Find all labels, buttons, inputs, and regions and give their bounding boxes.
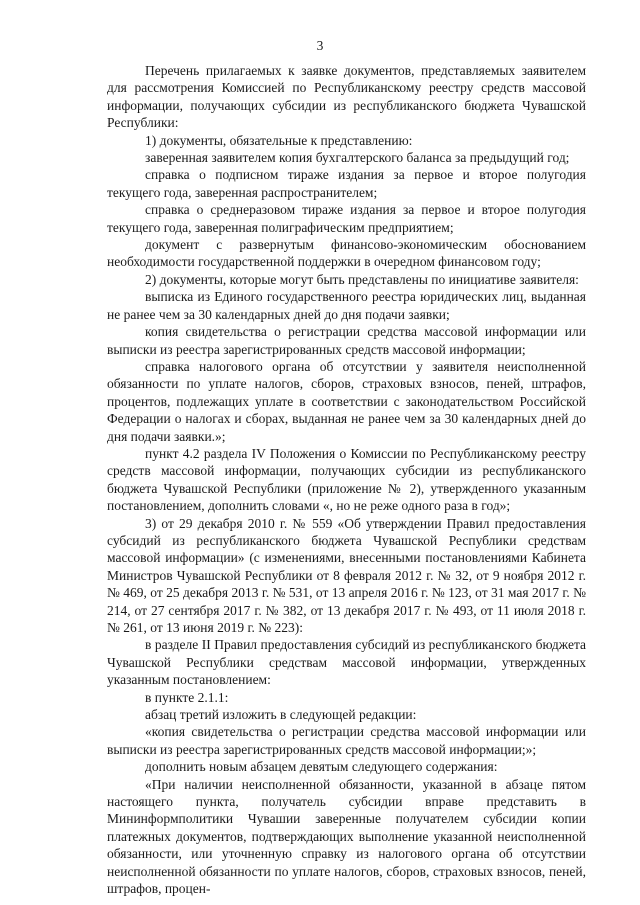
paragraph-clause-4-2: пункт 4.2 раздела IV Положения о Комиссии по Республиканскому реестру средств массовой информации, получающих субсидии из республиканского бюджета Чувашской Республики (приложение № 2), утвержденного указанным постановлением, дополнить словами «, но не реже одного раза в год»; <box>107 445 586 514</box>
paragraph-unfulfilled-obligation: «При наличии неисполненной обязанности, указанной в абзаце пятом настоящего пункта, получатель субсидии вправе представить в Мининформполитики Чувашии заверенные получателем субсидии копии платежных документов, подтверждающих выполнение указанной неисполненной обязанности, или уточненную справку из налогового органа об отсутствии неисполненной обязанности по уплате налогов, сборов, страховых взносов, пеней, штрафов, процен- <box>107 776 586 897</box>
paragraph-circulation-certificate: справка о среднеразовом тираже издания за первое и второе полугодия текущего года, заверенная полиграфическим предприятием; <box>107 202 586 235</box>
paragraph-optional-heading: 2) документы, которые могут быть представлены по инициативе заявителя: <box>145 271 579 287</box>
paragraph-mandatory-heading: 1) документы, обязательные к представлению: <box>145 132 413 148</box>
paragraph-registration-certificate: копия свидетельства о регистрации средства массовой информации или выписки из реестра зарегистрированных средств массовой информации; <box>107 324 586 357</box>
paragraph-intro: Перечень прилагаемых к заявке документов, представляемых заявителем для рассмотрения Комиссией по Республиканскому реестру средств массовой информации, получающих субсидии из республиканского бюджета Чувашской Республики: <box>107 63 586 131</box>
paragraph-financial-justification: документ с развернутым финансово-экономическим обоснованием необходимости государственной поддержки в очередном финансовом году; <box>107 237 586 270</box>
paragraph-section-2: в разделе II Правил предоставления субсидий из республиканского бюджета Чувашской Республики средствам массовой информации, утвержденных указанным постановлением: <box>107 637 586 688</box>
page-number: 3 <box>316 38 324 53</box>
paragraph-resolution-559: 3) от 29 декабря 2010 г. № 559 «Об утверждении Правил предоставления субсидий из республиканского бюджета Чувашской Республики средствам массовой информации» (с изменениями, внесенными постановлениями Кабинета Министров Чувашской Республики от 8 февраля 2012 г. № 32, от 9 ноября 2012 г. № 469, от 25 декабря 2013 г. № 531, от 13 апреля 2016 г. № 123, от 31 мая 2017 г. № 214, от 27 сентября 2017 г. № 382, от 13 декабря 2017 г. № 493, от 11 июля 2018 г. № 261, от 13 июня 2019 г. № 223): <box>107 515 586 635</box>
paragraph-egrul-extract: выписка из Единого государственного реестра юридических лиц, выданная не ранее чем за 30 календарных дней до дня подачи заявки; <box>107 289 586 322</box>
paragraph-tax-certificate: справка налогового органа об отсутствии у заявителя неисполненной обязанности по уплате налогов, сборов, страховых взносов, пеней, штрафов, процентов, подлежащих уплате в соответствии с законодательством Российской Федерации о налогах и сборах, выданная не ранее чем за 30 календарных дней до дня подачи заявки.»; <box>107 358 586 444</box>
paragraph-third-abzats: абзац третий изложить в следующей редакции: <box>145 707 417 723</box>
paragraph-balance-copy: заверенная заявителем копия бухгалтерского баланса за предыдущий год; <box>145 150 570 166</box>
document-body <box>107 62 586 898</box>
paragraph-ninth-abzats: дополнить новым абзацем девятым следующего содержания: <box>145 759 498 775</box>
paragraph-new-wording: «копия свидетельства о регистрации средства массовой информации или выписки из реестра зарегистрированных средств массовой информации;»; <box>107 724 586 757</box>
paragraph-clause-2-1-1: в пункте 2.1.1: <box>145 689 229 705</box>
paragraph-subscription-certificate: справка о подписном тираже издания за первое и второе полугодия текущего года, заверенная распространителем; <box>107 167 586 200</box>
